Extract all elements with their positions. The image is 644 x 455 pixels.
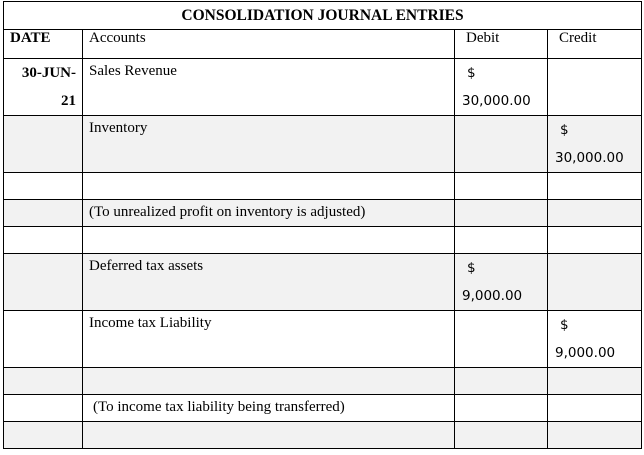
debit-amount: 30,000.00	[462, 93, 531, 109]
credit-cell	[548, 116, 642, 173]
table-row	[4, 311, 642, 368]
date-cell	[4, 368, 83, 395]
account-cell	[83, 173, 455, 200]
date-cell	[4, 311, 83, 368]
narration-cell: (To unrealized profit on inventory is adjusted)	[83, 200, 455, 227]
credit-cell	[548, 422, 642, 449]
credit-cell	[548, 368, 642, 395]
table-row	[4, 116, 642, 173]
account-cell: Sales Revenue	[83, 59, 455, 116]
account-cell: Inventory	[83, 116, 455, 173]
credit-amount: 30,000.00	[555, 150, 624, 166]
currency-symbol: $	[467, 65, 476, 81]
debit-cell	[455, 59, 548, 116]
debit-amount: 9,000.00	[462, 288, 523, 304]
table-row	[4, 227, 642, 254]
table-row	[4, 254, 642, 311]
account-cell	[83, 227, 455, 254]
debit-cell	[455, 200, 548, 227]
debit-cell	[455, 311, 548, 368]
date-cell	[4, 116, 83, 173]
debit-cell	[455, 254, 548, 311]
entry-date	[4, 59, 83, 116]
table-row	[4, 173, 642, 200]
debit-cell	[455, 395, 548, 422]
currency-symbol: $	[560, 317, 569, 333]
date-cell	[4, 254, 83, 311]
journal-table	[3, 1, 642, 449]
credit-cell	[548, 173, 642, 200]
credit-cell	[548, 227, 642, 254]
credit-cell	[548, 311, 642, 368]
table-title: CONSOLIDATION JOURNAL ENTRIES	[4, 2, 642, 30]
accounts-header: Accounts	[83, 30, 455, 59]
table-row	[4, 368, 642, 395]
table-row	[4, 200, 642, 227]
credit-cell	[548, 395, 642, 422]
date-cell	[4, 200, 83, 227]
date-header: DATE	[4, 30, 83, 59]
table-row	[4, 59, 642, 116]
debit-cell	[455, 227, 548, 254]
credit-cell	[548, 59, 642, 116]
account-cell: Income tax Liability	[83, 311, 455, 368]
header-row	[4, 30, 642, 59]
credit-amount: 9,000.00	[555, 345, 616, 361]
debit-cell	[455, 173, 548, 200]
date-cell	[4, 395, 83, 422]
date-cell	[4, 227, 83, 254]
currency-symbol: $	[560, 122, 569, 138]
date-cell	[4, 173, 83, 200]
credit-cell	[548, 200, 642, 227]
credit-cell	[548, 254, 642, 311]
debit-cell	[455, 368, 548, 395]
debit-header: Debit	[455, 30, 548, 59]
account-cell	[83, 368, 455, 395]
date-cell	[4, 422, 83, 449]
account-cell: Deferred tax assets	[83, 254, 455, 311]
table-row	[4, 395, 642, 422]
currency-symbol: $	[467, 260, 476, 276]
debit-cell	[455, 116, 548, 173]
entry-date-line1: 30-JUN-	[21, 65, 76, 81]
entry-date-line2: 21	[61, 93, 76, 109]
debit-cell	[455, 422, 548, 449]
credit-header: Credit	[548, 30, 642, 59]
narration-cell: (To income tax liability being transferred)	[83, 395, 455, 422]
account-cell	[83, 422, 455, 449]
table-row	[4, 422, 642, 449]
